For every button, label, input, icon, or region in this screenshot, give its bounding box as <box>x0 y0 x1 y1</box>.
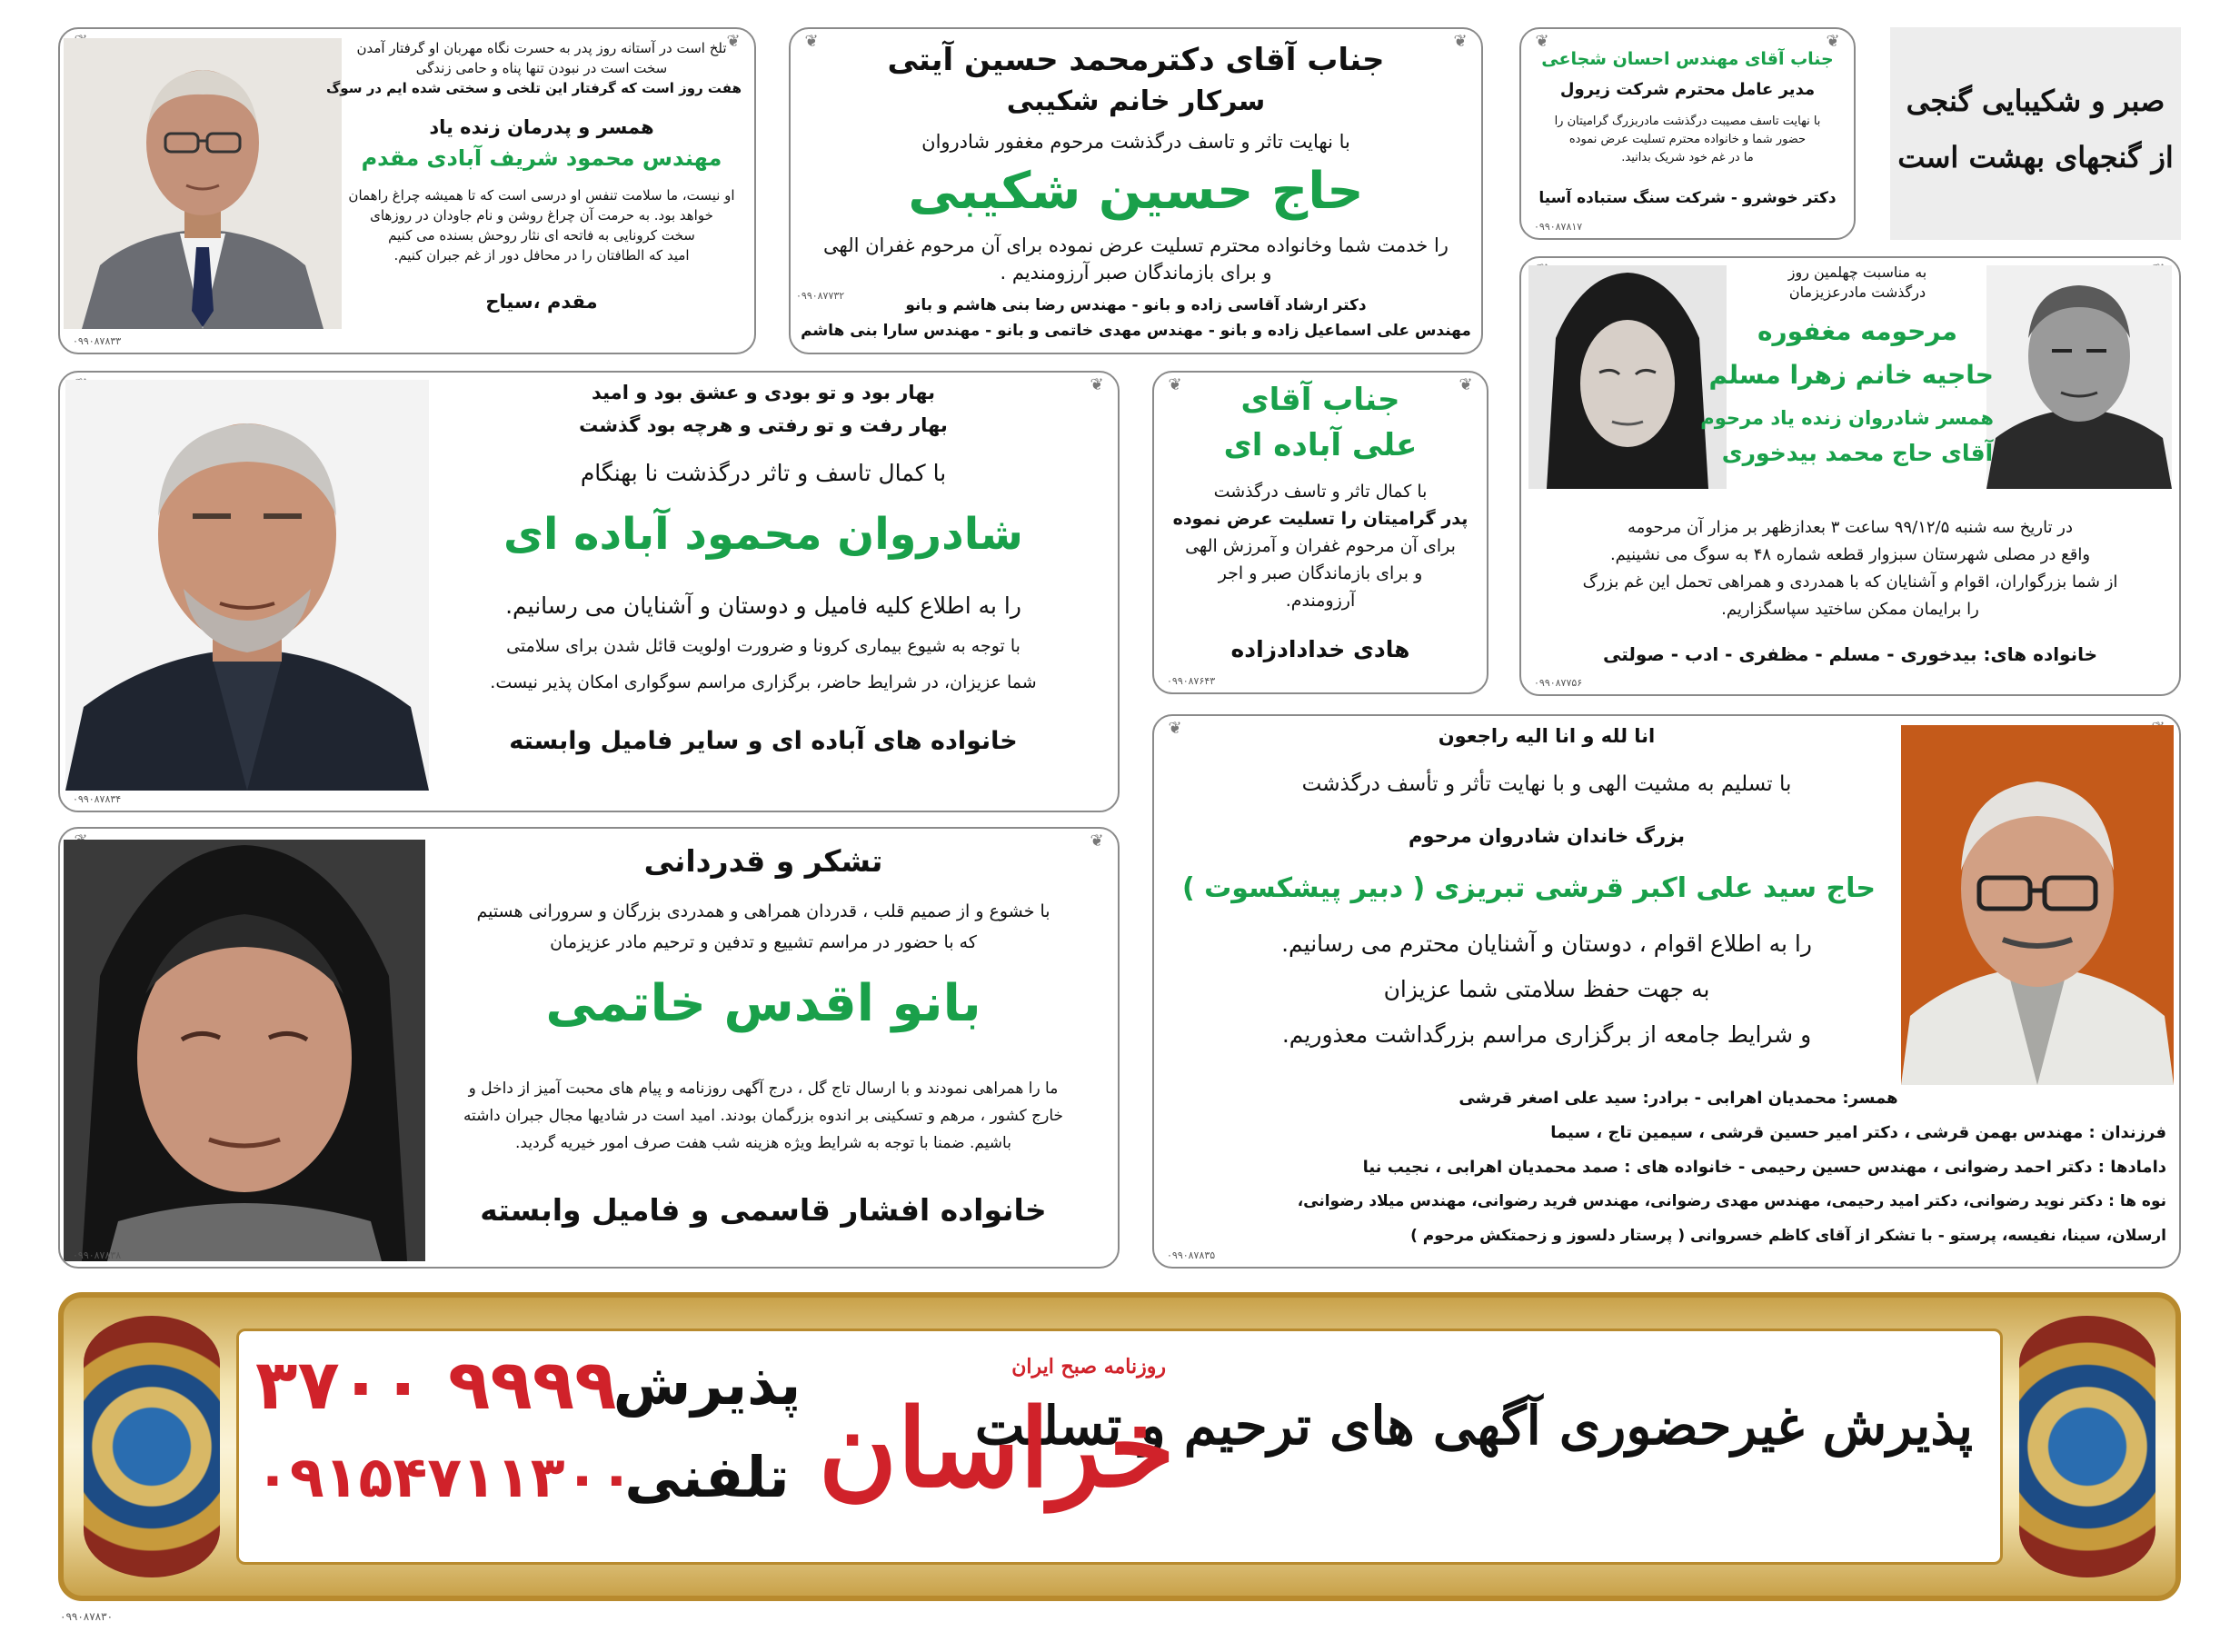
families-line: خانواده های: بیدخوری - مسلم - مظفری - ادب - صولتی <box>1602 643 2098 665</box>
text-line: پدر گرامیتان را تسلیت عرض نموده <box>1172 509 1468 529</box>
family-line: ارسلان، سینا، نفیسه، پرستو - با تشکر از آقای کاظم خسروانی ( پرستار دلسوز و زحمتکش مرحوم ) <box>1410 1227 2166 1245</box>
thanks-box-khatami <box>58 827 1120 1269</box>
text-line: هفت روز است که گرفتار این تلخی و سختی شده ایم در سوگ <box>325 80 742 96</box>
addressee-line: جناب آقای دکترمحمد حسین آیتی <box>887 42 1385 78</box>
memorial-box-bidkhori <box>1519 256 2181 696</box>
portrait-elderly-woman <box>64 840 425 1261</box>
verse-line: انا لله و انا الیه راجعون <box>1438 725 1656 747</box>
portrait-man-gray-hair <box>65 380 429 791</box>
newspaper-tagline: روزنامه صبح ایران <box>1011 1355 1166 1378</box>
quote-line: صبر و شکیبایی گنجی <box>1906 84 2165 118</box>
quote-panel <box>1890 27 2181 240</box>
text-line: تلخ است در آستانه روز پدر به حسرت نگاه مهربان او گرفتار آمدن <box>356 40 727 56</box>
text-line: ما را همراهی نمودند و با ارسال تاج گل ، درج آگهی روزنامه و پیام های محبت آمیز از داخل و <box>468 1080 1059 1098</box>
text-line: واقع در مصلی شهرستان سبزوار قطعه شماره ۴۸ به سوگ می نشینیم. <box>1609 545 2091 564</box>
corner-ornament: ❦ <box>1090 831 1104 851</box>
text-line: آرزومندم. <box>1285 591 1356 611</box>
ornament-right <box>2019 1316 2155 1577</box>
poem-line: بهار بود و تو بودی و عشق بود و امید <box>591 382 935 403</box>
relation-line: همسر و پدرمان زنده یاد <box>429 116 654 138</box>
poem-line: بهار رفت و تو رفتی و هرچه بود گذشت <box>579 414 948 436</box>
phone-number-landline[interactable]: ۳۷۰۰ ۹۹۹۹ <box>255 1344 617 1425</box>
text-line: با توجه به شیوع بیماری کرونا و ضرورت اولویت قائل شدن برای سلامتی <box>506 636 1020 656</box>
spouse-line: همسر شادروان زنده یاد مرحوم <box>1700 407 1994 429</box>
signature-line: مهندس علی اسماعیل زاده و بانو - مهندس مهدی خاتمی و بانو - مهندس سارا بنی هاشم <box>801 322 1471 340</box>
box8-upper-text <box>1181 725 1876 1089</box>
deceased-name: شادروان محمود آباده ای <box>503 509 1023 560</box>
text-line: را به اطلاع کلیه فامیل و دوستان و آشنایان می رسانیم. <box>505 592 1021 619</box>
text-line: با تسلیم به مشیت الهی و با نهایت تأثر و تأسف درگذشت <box>1301 772 1792 796</box>
banner-inner-panel <box>236 1329 2003 1565</box>
ad-code: ۰۹۹۰۸۷۷۵۶ <box>1534 677 1583 689</box>
families-line: خانواده های آباده ای و سایر فامیل وابسته <box>509 727 1018 755</box>
addressee-line: جناب آقای مهندس احسان شجاعی <box>1541 49 1834 69</box>
addressee-line: جناب آقای <box>1240 382 1400 418</box>
ad-code: ۰۹۹۰۸۷۸۳۳ <box>73 335 122 347</box>
family-line: دامادها : دکتر احمد رضوانی ، مهندس حسین رحیمی - خانواده های : صمد محمدیان اهرابی ، نجیب نیا <box>1362 1158 2166 1177</box>
text-line: به جهت حفظ سلامتی شما عزیزان <box>1383 976 1710 1002</box>
text-line: به مناسبت چهلمین روز <box>1787 264 1927 281</box>
text-line: در تاریخ سه شنبه ۹۹/۱۲/۵ ساعت ۳ بعدازظهر بر مزار آن مرحومه <box>1627 518 2074 537</box>
text-line: را برایمان ممکن ساختید سپاسگزاریم. <box>1721 600 1979 619</box>
text-line: را به اطلاع اقوام ، دوستان و آشنایان محترم می رسانیم. <box>1281 930 1812 957</box>
signature: مقدم ،سیاح <box>485 291 598 313</box>
deceased-name: مهندس محمود شریف آبادی مقدم <box>361 145 722 171</box>
deceased-title: مرحومه مغفوره <box>1757 316 1958 346</box>
text-line: درگذشت مادرعزیزمان <box>1788 284 1926 301</box>
corner-ornament: ❦ <box>1535 32 1549 51</box>
ad-code: ۰۹۹۰۸۷۷۳۲ <box>796 290 845 302</box>
text-line: خواهد بود. به حرمت آن چراغ روشن و نام جاودان در روزهای <box>370 207 713 224</box>
text-line: او نیست، ما سلامت تنفس او درسی است که تا همیشه چراغ راهمان <box>348 187 735 204</box>
ad-code: ۰۹۹۰۸۷۶۴۳ <box>1167 675 1216 687</box>
text-line: بزرگ خاندان شادروان مرحوم <box>1409 825 1685 847</box>
corner-ornament: ❦ <box>726 32 741 51</box>
deceased-name: حاجیه خانم زهرا مسلم <box>1708 360 1994 390</box>
box8-family-list <box>1190 1089 2166 1261</box>
signature-line: دکتر ارشاد آقاسی زاده و بانو - مهندس رضا بنی هاشم و بانو <box>905 296 1367 314</box>
condolence-box-shojaei <box>1519 27 1856 240</box>
ad-code: ۰۹۹۰۸۷۸۳۸ <box>73 1249 122 1261</box>
text-line: شما عزیزان، در شرایط حاضر، برگزاری مراسم سوگواری امکان پذیر نیست. <box>490 672 1037 692</box>
portrait-man-spectacles <box>1901 725 2174 1085</box>
portrait-woman-headscarf <box>1528 265 1727 489</box>
corner-ornament: ❦ <box>1453 32 1468 51</box>
portrait-photo <box>64 840 425 1261</box>
text-line: امید که الطافتان را در محافل دور از غم جبران کنیم. <box>393 247 690 264</box>
condolence-box-shakibi <box>789 27 1483 354</box>
family-line: نوه ها : دکتر نوید رضوانی، دکتر امید رحیمی، مهندس مهدی رضوانی، مهندس فرید رضوانی، مهندس میلاد رضوانی، <box>1297 1192 2166 1210</box>
text-line: با نهایت تاسف مصیبت درگذشت مادربزرگ گرامیتان را <box>1554 114 1821 128</box>
corner-ornament: ❦ <box>1168 719 1182 738</box>
deceased-name: حاج سید علی اکبر قرشی تبریزی ( دبیر پیشکسوت ) <box>1181 872 1876 904</box>
obituary-box-moghadam <box>58 27 756 354</box>
box7-text <box>427 838 1100 1265</box>
signature: هادی خدادادزاده <box>1230 636 1410 662</box>
text-line: و شرایط جامعه از برگزاری مراسم بزرگداشت معذوریم. <box>1281 1021 1812 1048</box>
corner-ornament: ❦ <box>1458 375 1473 394</box>
text-line: ما در غم خود شریک بدانید. <box>1621 151 1754 164</box>
spouse-name: آقای حاج محمد بیدخوری <box>1721 440 1994 466</box>
text-line: با خشوع و از صمیم قلب ، قدردان همراهی و همدردی بزرگان و سرورانی هستیم <box>476 901 1050 921</box>
ornament-left <box>84 1316 220 1577</box>
family-line: فرزندان : مهندس بهمن قرشی ، دکتر امیر حسین قرشی ، سیمین تاج ، سیما <box>1550 1123 2166 1142</box>
text-line: و برای بازماندگان صبر و اجر <box>1218 563 1423 583</box>
text-line: با کمال تاثر و تاسف درگذشت <box>1213 482 1428 502</box>
text-line: سخت کرونایی به فاتحه ای نثار روحش بسنده می کنیم <box>388 227 695 244</box>
text-line: باشیم. ضمنا با توجه به شرایط ویژه هزینه شب هفت صرف امور خیریه گردید. <box>515 1134 1011 1152</box>
obituary-box-abadehi <box>58 371 1120 812</box>
title-line: مدیر عامل محترم شرکت زیرول <box>1559 80 1816 99</box>
corner-ornament: ❦ <box>1826 32 1840 51</box>
portrait-man-glasses <box>64 38 342 329</box>
portrait-man-bw <box>1986 265 2172 489</box>
family-line: همسر: محمدیان اهرابی - برادر: سید علی اصغر قرشی <box>1458 1089 1898 1108</box>
accept-label: پذیرش <box>612 1351 801 1418</box>
newspaper-logo <box>818 1348 1175 1557</box>
portrait-photo <box>65 380 429 791</box>
portrait-photo <box>64 38 342 329</box>
text-line: که با حضور در مراسم تشییع و تدفین و ترحیم مادر عزیزمان <box>550 932 977 952</box>
heading: تشکر و قدردانی <box>643 843 883 879</box>
text-line: سخت است در نبودن تنها پناه و حامی زندگی <box>415 60 668 76</box>
banner-headline: پذیرش غیرحضوری آگهی های ترحیم و تسلیت <box>974 1395 1973 1457</box>
advertising-banner <box>58 1292 2181 1601</box>
addressee-line: سرکار خانم شکیبی <box>1006 85 1266 117</box>
corner-ornament: ❦ <box>1090 375 1104 394</box>
addressee-line: علی آباده ای <box>1223 427 1418 463</box>
quote-line: از گنجهای بهشت است <box>1897 140 2174 174</box>
phone-label: تلفنی <box>624 1444 790 1510</box>
text-line: از شما بزرگواران، اقوام و آشنایان که با همدردی و همراهی تحمل این غم بزرگ <box>1582 572 2118 592</box>
corner-ornament: ❦ <box>1168 375 1182 394</box>
obituary-box-ghoreishi <box>1152 714 2181 1269</box>
banner-code: ۰۹۹۰۸۷۸۳۰ <box>60 1610 114 1623</box>
corner-ornament: ❦ <box>804 32 819 51</box>
text-line: و برای بازماندگان صبر آرزومندیم . <box>1000 262 1272 284</box>
text-line: با نهایت تاثر و تاسف درگذشت مرحوم مغفور شادروان <box>921 131 1350 153</box>
condolence-box-abadehi-son <box>1152 371 1488 694</box>
portrait-photo <box>1901 725 2174 1085</box>
ad-code: ۰۹۹۰۸۷۸۳۵ <box>1167 1249 1216 1261</box>
newspaper-name: خراسان <box>818 1385 1175 1511</box>
deceased-name: حاج حسین شکیبی <box>908 162 1364 221</box>
text-line: را خدمت شما وخانواده محترم تسلیت عرض نموده برای آن مرحوم غفران الهی <box>823 234 1449 256</box>
phone-number-mobile[interactable]: ۰۹۱۵۴۷۱۱۳۰۰ <box>255 1444 634 1510</box>
text-line: خارج کشور ، مرهم و تسکینی بر اندوه بزرگمان بودند. امید است در شادیها مجال جبران داشته <box>463 1107 1064 1125</box>
box1-text <box>325 40 742 349</box>
signature: دکتر خوشرو - شرکت سنگ ستباده آسیا <box>1538 189 1837 207</box>
box5-text <box>427 382 1100 809</box>
families-line: خانواده افشار قاسمی و فامیل وابسته <box>480 1192 1047 1228</box>
ad-code: ۰۹۹۰۸۷۸۳۴ <box>73 793 122 805</box>
text-line: برای آن مرحوم غفران و آمرزش الهی <box>1185 536 1456 556</box>
portrait-photo-man <box>1986 265 2172 489</box>
box4-center-text <box>1700 262 1994 498</box>
text-line: حضور شما و خانواده محترم تسلیت عرض نموده <box>1568 133 1807 146</box>
ad-code: ۰۹۹۰۸۷۸۱۷ <box>1534 221 1583 233</box>
text-line: با کمال تاسف و تاثر درگذشت نا بهنگام <box>580 460 947 486</box>
deceased-name: بانو اقدس خاتمی <box>545 974 981 1033</box>
portrait-photo-woman <box>1528 265 1727 489</box>
